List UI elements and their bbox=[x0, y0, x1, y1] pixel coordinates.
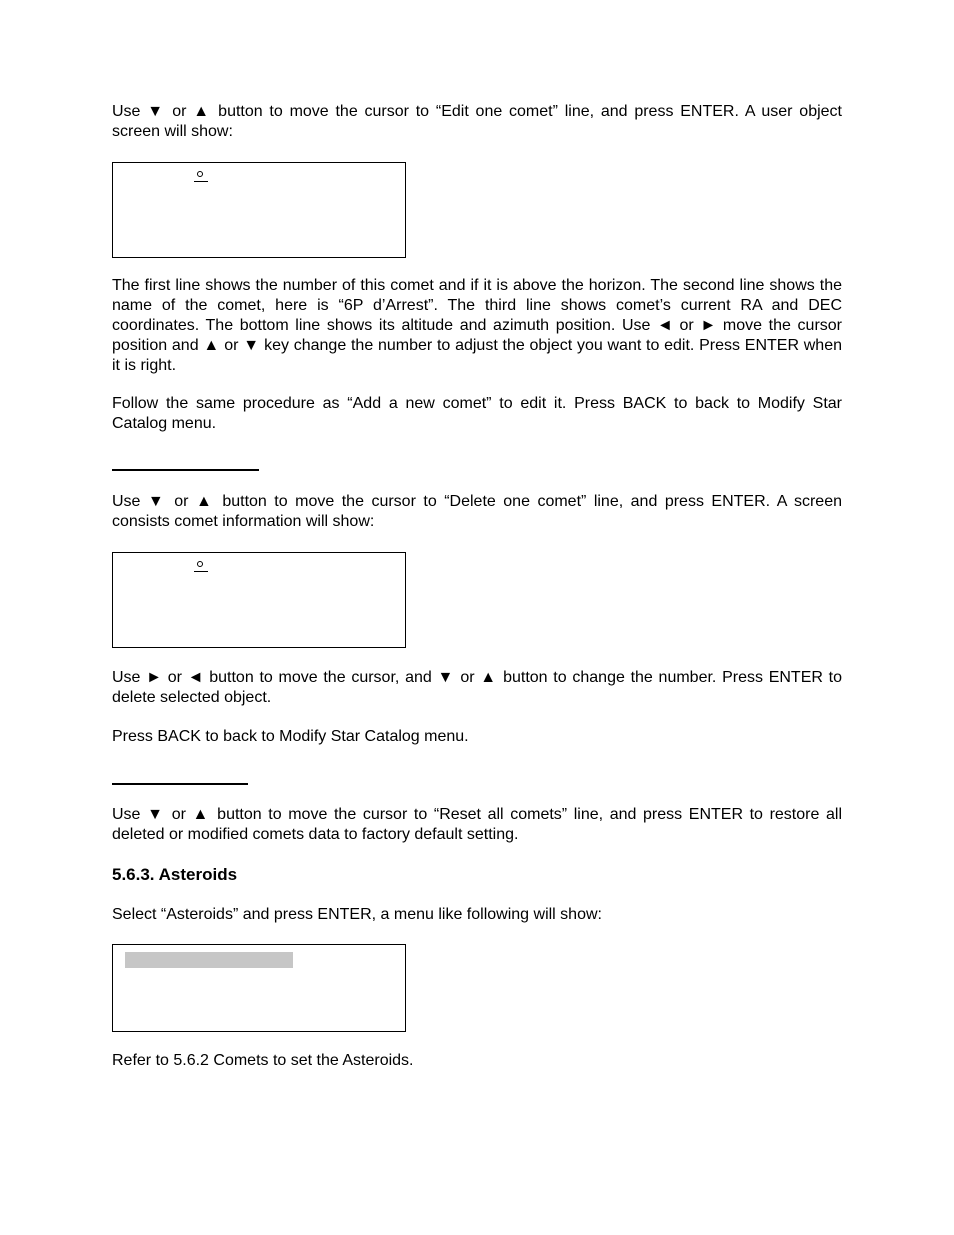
asteroids-refer: Refer to 5.6.2 Comets to set the Asteroids. bbox=[112, 1052, 414, 1069]
edit-comet-description: The first line shows the number of this comet and if it is above the horizon. The second line shows the name of the comet, here is “6P d’Arrest”. The third line shows comet’s current RA and DEC coordinates. The bottom line shows its altitude and azimuth position. Use ◄ or ► move the cursor position and ▲ or ▼ key change the number to adjust the object you want to edit. Press ENTER when it is right. bbox=[112, 277, 842, 374]
lcd-screen-asteroids-menu bbox=[112, 944, 406, 1032]
edit-comet-follow: Follow the same procedure as “Add a new comet” to edit it. Press BACK to back to Modify Star Catalog menu. bbox=[112, 395, 842, 432]
above-horizon-marker-icon bbox=[194, 171, 208, 183]
delete-comet-intro: Use ▼ or ▲ button to move the cursor to “Delete one comet” line, and press ENTER. A screen consists comet information will show: bbox=[112, 493, 842, 530]
lcd-screen-edit-comet bbox=[112, 162, 406, 258]
above-horizon-marker-icon bbox=[194, 561, 208, 573]
delete-comet-description: Use ► or ◄ button to move the cursor, and ▼ or ▲ button to change the number. Press ENTER to delete selected object. bbox=[112, 669, 842, 706]
section-divider-reset bbox=[112, 783, 248, 785]
menu-selection-highlight bbox=[125, 952, 293, 968]
reset-comets-description: Use ▼ or ▲ button to move the cursor to “Reset all comets” line, and press ENTER to restore all deleted or modified comets data to factory default setting. bbox=[112, 806, 842, 843]
asteroids-intro: Select “Asteroids” and press ENTER, a menu like following will show: bbox=[112, 906, 602, 923]
edit-comet-intro: Use ▼ or ▲ button to move the cursor to “Edit one comet” line, and press ENTER. A user object screen will show: bbox=[112, 103, 842, 140]
delete-comet-back: Press BACK to back to Modify Star Catalog menu. bbox=[112, 728, 469, 745]
section-divider-delete bbox=[112, 469, 259, 471]
section-heading-asteroids: 5.6.3. Asteroids bbox=[112, 865, 238, 884]
lcd-screen-delete-comet bbox=[112, 552, 406, 648]
